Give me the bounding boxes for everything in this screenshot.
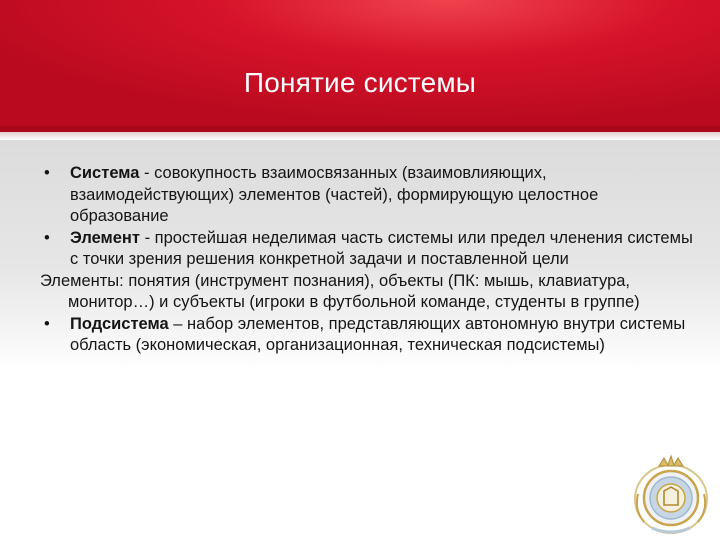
bullet-item-system [40,163,700,228]
bullet-marker: • [44,164,50,182]
bullet-marker: • [44,314,50,333]
header-shadow [0,126,720,140]
elements-examples: Элементы: понятия (инструмент познания), объекты (ПК: мышь, клавиатура, монитор…) и субъекты (игроки в футбольной команде, студенты в группе) [40,271,640,311]
term-system: Система [70,164,140,182]
slide-title: Понятие системы [243,66,477,98]
bullet-marker: • [44,228,50,247]
term-element: Элемент [70,228,140,247]
slide-content [40,163,700,357]
definition-subsystem: – набор элементов, представляющих автономную внутри системы область (экономическая, организационная, техническая подсистемы) [70,314,686,354]
term-subsystem: Подсистема [70,314,169,333]
bullet-item-element [40,228,700,271]
university-emblem-icon [624,454,716,538]
definition-element: - простейшая неделимая часть системы или предел членения системы с точки зрения решения конкретной задачи и поставленной цели [70,228,693,268]
definition-system: - совокупность взаимосвязанных (взаимовлияющих, взаимодействующих) элементов (частей), формирующую целостное образование [70,164,599,225]
bullet-item-subsystem [40,314,700,357]
